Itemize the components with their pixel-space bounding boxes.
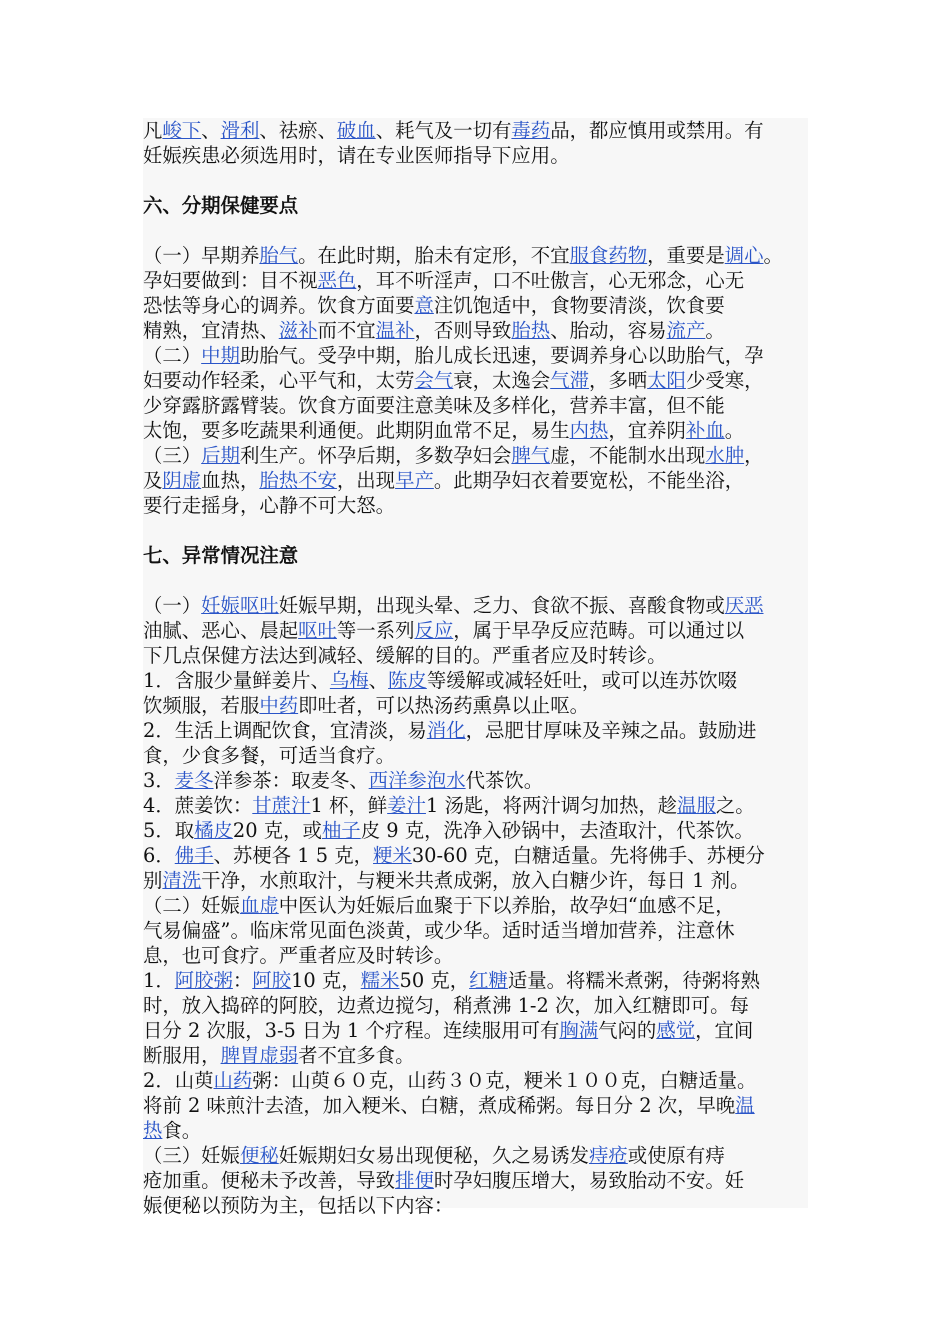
term-link[interactable]: 后期 (201, 444, 240, 467)
text-run: （一） (143, 594, 202, 617)
text-line (143, 118, 808, 143)
term-link[interactable]: 甘蔗汁 (252, 794, 311, 817)
text-run: 衰，太逸会 (453, 369, 551, 392)
text-run: ，宜养阴 (608, 419, 686, 442)
document-page (143, 118, 808, 1217)
text-run: 品，都应慎用或禁用。有 (550, 119, 764, 142)
text-run: 。此期孕妇衣着要宽松，不能坐浴， (433, 469, 745, 492)
text-run: 别 (143, 869, 163, 892)
text-line (143, 968, 808, 993)
text-run: ，多晒 (588, 369, 648, 392)
text-run: 3． (143, 769, 175, 792)
text-run: 1 汤匙，将两汁调匀加热，趁 (425, 794, 678, 817)
text-run: 粥：山萸６０克，山药３０克，粳米１００克，白糖适量。 (252, 1069, 757, 1092)
paragraph-spacer (143, 568, 808, 593)
text-line (143, 893, 808, 918)
text-run: 断服用， (143, 1044, 221, 1067)
term-link[interactable]: 反应 (414, 619, 454, 642)
term-link[interactable]: 消化 (426, 719, 466, 742)
term-link[interactable]: 恶色 (317, 269, 357, 292)
text-run: ，否则导致 (414, 319, 512, 342)
term-link[interactable]: 早产 (395, 469, 434, 492)
text-line (143, 768, 808, 793)
term-link[interactable]: 麦冬 (174, 769, 214, 792)
term-link[interactable]: 佛手 (174, 844, 214, 867)
term-link[interactable]: 太阳 (647, 369, 686, 392)
text-line (143, 443, 808, 468)
term-link[interactable]: 阿胶 (252, 969, 292, 992)
term-link[interactable]: 厌恶 (724, 594, 764, 617)
text-run: 干净，水煎取汁，与粳米共煮成粥，放入白糖少许，每日 1 剂。 (201, 869, 750, 892)
text-run: 、祛瘀、 (259, 119, 337, 142)
text-line (143, 718, 808, 743)
term-link[interactable]: 中药 (259, 694, 299, 717)
text-run: 虚，不能制水出现 (550, 444, 706, 467)
text-line (143, 493, 808, 518)
text-line (143, 643, 808, 668)
text-line (143, 243, 808, 268)
text-run: 。 (763, 244, 783, 267)
paragraph-spacer (143, 218, 808, 243)
text-line (143, 1093, 808, 1118)
term-link[interactable]: 橘皮 (194, 819, 233, 842)
text-line (143, 1193, 808, 1218)
text-line (143, 843, 808, 868)
text-run: 4．蔗姜饮： (143, 794, 253, 817)
text-line (143, 668, 808, 693)
text-run: 将前 2 味煎汁去渣，加入粳米、白糖，煮成稀粥。每日分 2 次，早晚 (143, 1094, 736, 1117)
text-run: 饮频服，若服 (143, 694, 260, 717)
text-run: 少受寒， (685, 369, 764, 392)
text-run: 10 克， (291, 969, 361, 992)
text-run: 1． (143, 969, 175, 992)
text-run: 疮加重。便秘未予改善，导致 (143, 1169, 396, 1192)
text-run: （三）妊娠 (143, 1144, 240, 1167)
section-heading: 七、异常情况注意 (143, 544, 299, 567)
text-run: 时，放入捣碎的阿胶，边煮边搅匀，稍煮沸 1-2 次，加入红糖即可。每 (143, 994, 749, 1017)
text-line (143, 343, 808, 368)
text-run: 精熟，宜清热、 (143, 319, 279, 342)
term-link[interactable]: 会气 (414, 369, 454, 392)
text-run: 中医认为妊娠后血聚于下以养胎，故孕妇“血感不足， (278, 894, 735, 917)
term-link[interactable]: 温服 (677, 794, 716, 817)
text-run: 1 杯，鲜 (310, 794, 388, 817)
text-run: 娠便秘以预防为主，包括以下内容： (143, 1194, 454, 1217)
text-run: 等一系列 (336, 619, 415, 642)
term-link[interactable]: 流产 (666, 319, 706, 342)
term-link[interactable]: 滋补 (278, 319, 318, 342)
text-run: ，忌肥甘厚味及辛辣之品。鼓励进 (465, 719, 757, 742)
term-link[interactable]: 内热 (569, 419, 609, 442)
text-line (143, 393, 808, 418)
text-run: 2．生活上调配饮食，宜清淡，易 (143, 719, 427, 742)
term-link[interactable]: 排便 (395, 1169, 434, 1192)
text-run: 而不宜 (317, 319, 376, 342)
term-link[interactable]: 意 (414, 294, 434, 317)
text-line (143, 1168, 808, 1193)
text-run: 日分 2 次服，3-5 日为 1 个疗程。连续服用可有 (143, 1019, 560, 1042)
term-link[interactable]: 感觉 (656, 1019, 696, 1042)
text-run: 凡 (143, 119, 163, 142)
text-run: 1．含服少量鲜姜片、 (143, 669, 330, 692)
term-link[interactable]: 胸满 (559, 1019, 599, 1042)
text-run: ，宜间 (695, 1019, 754, 1042)
term-link[interactable]: 气滞 (550, 369, 589, 392)
term-link[interactable]: 乌梅 (329, 669, 369, 692)
term-link[interactable]: 痔疮 (588, 1144, 628, 1167)
term-link[interactable]: 呕吐 (298, 619, 337, 642)
term-link[interactable]: 柚子 (321, 819, 361, 842)
text-run: 息，也可食疗。严重者应及时转诊。 (143, 944, 454, 967)
term-link[interactable]: 血虚 (239, 894, 279, 917)
term-link[interactable]: 胎热不安 (259, 469, 337, 492)
text-run: 少穿露脐露臂装。饮食方面要注意美味及多样化，营养丰富，但不能 (143, 394, 725, 417)
term-link[interactable]: 便秘 (239, 1144, 279, 1167)
text-line (143, 593, 808, 618)
text-run: 洋参茶：取麦冬、 (213, 769, 369, 792)
term-link[interactable]: 胎热 (511, 319, 551, 342)
text-run: 气易偏盛”。临床常见面色淡黄，或少华。适时适当增加营养，注意休 (143, 919, 735, 942)
text-line (143, 993, 808, 1018)
term-link[interactable]: 服食药物 (569, 244, 648, 267)
text-line (143, 143, 808, 168)
text-run: 恐怯等身心的调养。饮食方面要 (143, 294, 415, 317)
text-run: 、 (201, 119, 221, 142)
text-run: 血热， (201, 469, 260, 492)
text-run: 太饱，要多吃蔬果利通便。此期阴血常不足，易生 (143, 419, 570, 442)
text-run: （三） (143, 444, 202, 467)
text-run: 食，少食多餐，可适当食疗。 (143, 744, 396, 767)
text-line (143, 1143, 808, 1168)
term-link[interactable]: 调心 (724, 244, 764, 267)
text-run: 油腻、恶心、晨起 (143, 619, 299, 642)
text-run: 、 (368, 669, 389, 692)
term-link[interactable]: 中期 (201, 344, 240, 367)
text-run: 食。 (162, 1119, 202, 1142)
term-link[interactable]: 姜汁 (387, 794, 426, 817)
text-line (143, 1043, 808, 1068)
term-link[interactable]: 胎气 (259, 244, 299, 267)
text-line (143, 468, 808, 493)
text-run: 者不宜多食。 (298, 1044, 415, 1067)
text-line (143, 918, 808, 943)
term-link[interactable]: 陈皮 (388, 669, 427, 692)
term-link[interactable]: 阿胶粥 (174, 969, 233, 992)
term-link[interactable]: 红糖 (469, 969, 508, 992)
text-run: 助胎气。受孕中期，胎儿成长迅速，要调养身心以助胎气，孕 (239, 344, 764, 367)
text-line (143, 268, 808, 293)
text-run: 5．取 (143, 819, 195, 842)
text-line (143, 318, 808, 343)
term-link[interactable]: 温 (735, 1094, 755, 1117)
text-run: 妇要动作轻柔，心平气和，太劳 (143, 369, 415, 392)
text-run: 50 克， (399, 969, 470, 992)
text-run: （二）妊娠 (143, 894, 240, 917)
text-run: ，属于早孕反应范畴。可以通过以 (453, 619, 745, 642)
term-link[interactable]: 妊娠呕吐 (201, 594, 279, 617)
text-run: 注饥饱适中，食物要清淡，饮食要 (433, 294, 725, 317)
term-link[interactable]: 清洗 (162, 869, 202, 892)
text-run: ： (232, 969, 253, 992)
paragraph-spacer (143, 518, 808, 543)
text-line (143, 793, 808, 818)
text-run: 。在此时期，胎未有定形，不宜 (298, 244, 570, 267)
text-run: 、耗气及一切有 (375, 119, 512, 142)
text-run: 之。 (715, 794, 755, 817)
text-run: 、胎动，容易 (550, 319, 667, 342)
text-run: （一）早期养 (143, 244, 260, 267)
text-run: 时孕妇腹压增大，易致胎动不安。妊 (433, 1169, 745, 1192)
term-link[interactable]: 脾胃虚弱 (220, 1044, 299, 1067)
term-link[interactable]: 峻下 (162, 119, 202, 142)
term-link[interactable]: 破血 (336, 119, 376, 142)
text-line (143, 1118, 808, 1143)
text-line (143, 943, 808, 968)
text-run: 妊娠疾患必须选用时，请在专业医师指导下应用。 (143, 144, 570, 167)
text-run: （二） (143, 344, 202, 367)
text-run: 等缓解或减轻妊吐，或可以连苏饮啜 (426, 669, 738, 692)
text-run: 2．山萸 (143, 1069, 214, 1092)
text-line (143, 743, 808, 768)
term-link[interactable]: 阴虚 (162, 469, 202, 492)
term-link[interactable]: 毒药 (511, 119, 551, 142)
text-run: ，耳不听淫声，口不吐傲言，心无邪念，心无 (356, 269, 745, 292)
text-run: 下几点保健方法达到减轻、缓解的目的。严重者应及时转诊。 (143, 644, 667, 667)
term-link[interactable]: 滑利 (220, 119, 260, 142)
section-heading: 六、分期保健要点 (143, 194, 299, 217)
text-line (143, 868, 808, 893)
text-line (143, 418, 808, 443)
text-run: 皮 9 克，洗净入砂锅中，去渣取汁，代茶饮。 (360, 819, 754, 842)
text-line (143, 1018, 808, 1043)
text-run: ， (744, 444, 764, 467)
term-link[interactable]: 山药 (213, 1069, 253, 1092)
text-run: 6． (143, 844, 175, 867)
term-link[interactable]: 补血 (685, 419, 725, 442)
text-run: 。 (724, 419, 745, 442)
text-run: 利生产。怀孕后期，多数孕妇会 (239, 444, 512, 467)
text-run: 30-60 克，白糖适量。先将佛手、苏梗分 (411, 844, 765, 867)
text-run: 20 克，或 (232, 819, 322, 842)
text-line (143, 693, 808, 718)
term-link[interactable]: 温补 (375, 319, 415, 342)
text-line (143, 818, 808, 843)
text-run: 。 (705, 319, 725, 342)
text-line (143, 293, 808, 318)
term-link[interactable]: 粳米 (373, 844, 412, 867)
text-run: ，出现 (336, 469, 396, 492)
term-link[interactable]: 西洋参泡水 (368, 769, 466, 792)
term-link[interactable]: 脾气 (511, 444, 551, 467)
paragraph-spacer (143, 168, 808, 193)
text-run: 适量。将糯米煮粥，待粥将熟 (507, 969, 760, 992)
text-run: 或使原有痔 (627, 1144, 725, 1167)
text-run: 妊娠早期，出现头晕、乏力、食欲不振、喜酸食物或 (278, 594, 725, 617)
text-run: 孕妇要做到：目不视 (143, 269, 318, 292)
text-run: 气闷的 (598, 1019, 657, 1042)
text-run: ，重要是 (647, 244, 725, 267)
text-run: 即吐者，可以热汤药熏鼻以止呕。 (298, 694, 589, 717)
term-link[interactable]: 热 (143, 1119, 163, 1142)
term-link[interactable]: 糯米 (360, 969, 400, 992)
text-run: 代茶饮。 (465, 769, 544, 792)
text-run: 妊娠期妇女易出现便秘，久之易诱发 (278, 1144, 589, 1167)
text-run: 、苏梗各 1 5 克， (213, 844, 374, 867)
text-run: 要行走摇身，心静不可大怒。 (143, 494, 396, 517)
text-run: 及 (143, 469, 163, 492)
text-line (143, 618, 808, 643)
text-line (143, 368, 808, 393)
text-line (143, 1068, 808, 1093)
term-link[interactable]: 水肿 (705, 444, 745, 467)
